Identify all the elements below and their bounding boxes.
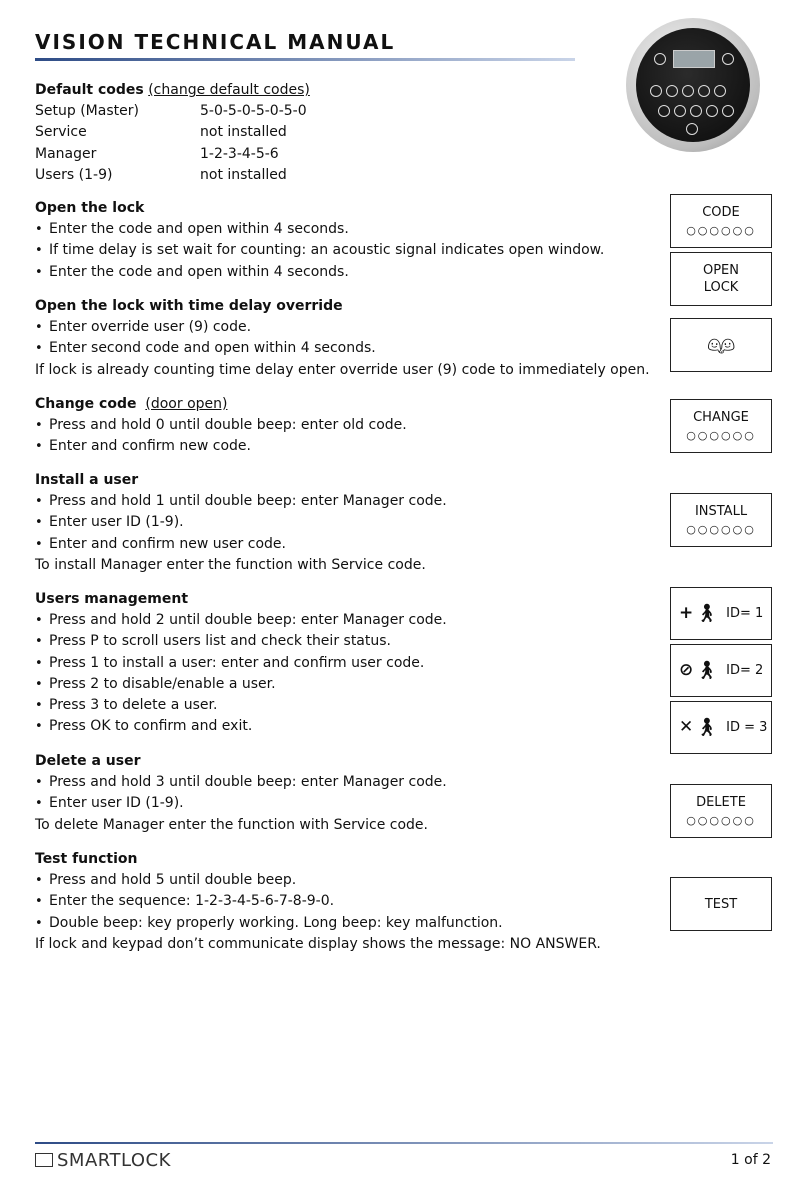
box-label: TEST bbox=[704, 896, 738, 912]
change-code-section bbox=[35, 394, 655, 458]
person-icon: 🚶︎ bbox=[695, 603, 719, 624]
person-icon: 🚶︎ bbox=[695, 660, 719, 681]
code-value: 5-0-5-0-5-0-5-0 bbox=[200, 103, 307, 120]
default-codes-section bbox=[35, 80, 655, 186]
bullet-item: • Press and hold 2 until double beep: enter Manager code. bbox=[35, 610, 655, 631]
code-box bbox=[670, 194, 772, 248]
box-label: CHANGE bbox=[693, 409, 749, 425]
default-codes-title: Default codes bbox=[35, 82, 144, 98]
bullet-item: • Enter the code and open within 4 seconds. bbox=[35, 219, 655, 240]
code-label: Manager bbox=[35, 145, 97, 162]
note: If lock is already counting time delay enter override user (9) code to immediately open. bbox=[35, 361, 650, 378]
door-open-note: (door open) bbox=[145, 396, 228, 412]
lock-logo-icon bbox=[35, 1153, 53, 1167]
bullet-item: • Press P to scroll users list and check their status. bbox=[35, 631, 655, 652]
id-label: ID= 1 bbox=[726, 606, 764, 621]
test-box bbox=[670, 877, 772, 931]
code-value: not installed bbox=[200, 166, 287, 183]
bullet-item: • Enter override user (9) code. bbox=[35, 317, 655, 338]
section-title: Delete a user bbox=[35, 753, 141, 769]
id-label: ID= 2 bbox=[726, 663, 764, 678]
bullet-item: • Press 2 to disable/enable a user. bbox=[35, 674, 655, 695]
box-label: OPEN bbox=[702, 263, 739, 278]
note: To install Manager enter the function with Service code. bbox=[35, 556, 426, 573]
section-title: Install a user bbox=[35, 472, 139, 488]
smartlock-logo bbox=[35, 1150, 171, 1171]
bullet-item: • Press and hold 1 until double beep: enter Manager code. bbox=[35, 491, 655, 512]
bullet-item: • Enter the sequence: 1-2-3-4-5-6-7-8-9-0. bbox=[35, 891, 655, 912]
person-icon: 🚶︎ bbox=[695, 717, 719, 738]
disable-icon: ⊘ bbox=[679, 660, 694, 680]
section-title: Users management bbox=[35, 591, 189, 607]
box-label: CODE bbox=[702, 204, 740, 220]
bullet-item: • Enter user ID (1-9). bbox=[35, 512, 655, 533]
code-value: 1-2-3-4-5-6 bbox=[200, 145, 279, 162]
box-label: LOCK bbox=[703, 280, 739, 295]
bullet-item: • Press and hold 3 until double beep: enter Manager code. bbox=[35, 772, 655, 793]
delete-user-section bbox=[35, 751, 655, 836]
section-title: Change code bbox=[35, 396, 137, 412]
code-dots: ○○○○○○ bbox=[686, 428, 756, 442]
section-title: Test function bbox=[35, 851, 138, 867]
bullet-item: • Enter user ID (1-9). bbox=[35, 793, 655, 814]
two-persons-box bbox=[670, 318, 772, 372]
bullet-item: • Press 3 to delete a user. bbox=[35, 695, 655, 716]
bullet-item: • Press 1 to install a user: enter and confirm user code. bbox=[35, 653, 655, 674]
install-box bbox=[670, 493, 772, 547]
title-divider bbox=[35, 58, 575, 61]
cross-icon: ✕ bbox=[679, 717, 694, 737]
code-label: Setup (Master) bbox=[35, 103, 139, 120]
bullet-item: • Enter the code and open within 4 seconds. bbox=[35, 262, 655, 283]
test-function-section bbox=[35, 849, 655, 955]
box-label: INSTALL bbox=[694, 503, 748, 519]
bullet-item: • Enter and confirm new code. bbox=[35, 436, 655, 457]
change-default-codes-link: (change default codes) bbox=[148, 82, 310, 98]
bullet-item: • Press and hold 5 until double beep. bbox=[35, 870, 655, 891]
bullet-item: • If time delay is set wait for counting: an acoustic signal indicates open window. bbox=[35, 240, 655, 261]
open-lock-section bbox=[35, 198, 655, 283]
id-label: ID = 3 bbox=[726, 720, 768, 735]
bullet-item: • Double beep: key properly working. Long beep: key malfunction. bbox=[35, 913, 655, 934]
bullet-item: • Press OK to confirm and exit. bbox=[35, 716, 655, 737]
code-dots: ○○○○○○ bbox=[686, 522, 756, 536]
install-user-section bbox=[35, 470, 655, 576]
delete-box bbox=[670, 784, 772, 838]
section-title: Open the lock with time delay override bbox=[35, 298, 343, 314]
code-dots: ○○○○○○ bbox=[686, 223, 756, 237]
disable-id-box bbox=[670, 644, 772, 697]
code-label: Users (1-9) bbox=[35, 166, 113, 183]
footer-divider bbox=[35, 1142, 773, 1144]
bullet-item: • Press and hold 0 until double beep: enter old code. bbox=[35, 415, 655, 436]
section-title: Open the lock bbox=[35, 200, 145, 216]
code-dots: ○○○○○○ bbox=[686, 813, 756, 827]
bullet-item: • Enter second code and open within 4 seconds. bbox=[35, 338, 655, 359]
plus-icon: + bbox=[679, 603, 694, 623]
document-title: VISION TECHNICAL MANUAL bbox=[35, 30, 396, 54]
override-section bbox=[35, 296, 655, 381]
code-value: not installed bbox=[200, 124, 287, 141]
install-id-box bbox=[670, 587, 772, 640]
open-lock-box bbox=[670, 252, 772, 306]
brand-name: SMARTLOCK bbox=[57, 1150, 171, 1171]
note: To delete Manager enter the function with Service code. bbox=[35, 816, 428, 833]
bullet-item: • Enter and confirm new user code. bbox=[35, 534, 655, 555]
change-box bbox=[670, 399, 772, 453]
two-persons-icon: 👬︎ bbox=[707, 332, 735, 358]
page-number: 1 of 2 bbox=[730, 1152, 771, 1168]
code-label: Service bbox=[35, 124, 87, 141]
box-label: DELETE bbox=[696, 794, 746, 810]
users-management-section bbox=[35, 589, 655, 737]
delete-id-box bbox=[670, 701, 772, 754]
note: If lock and keypad don’t communicate display shows the message: NO ANSWER. bbox=[35, 935, 601, 952]
